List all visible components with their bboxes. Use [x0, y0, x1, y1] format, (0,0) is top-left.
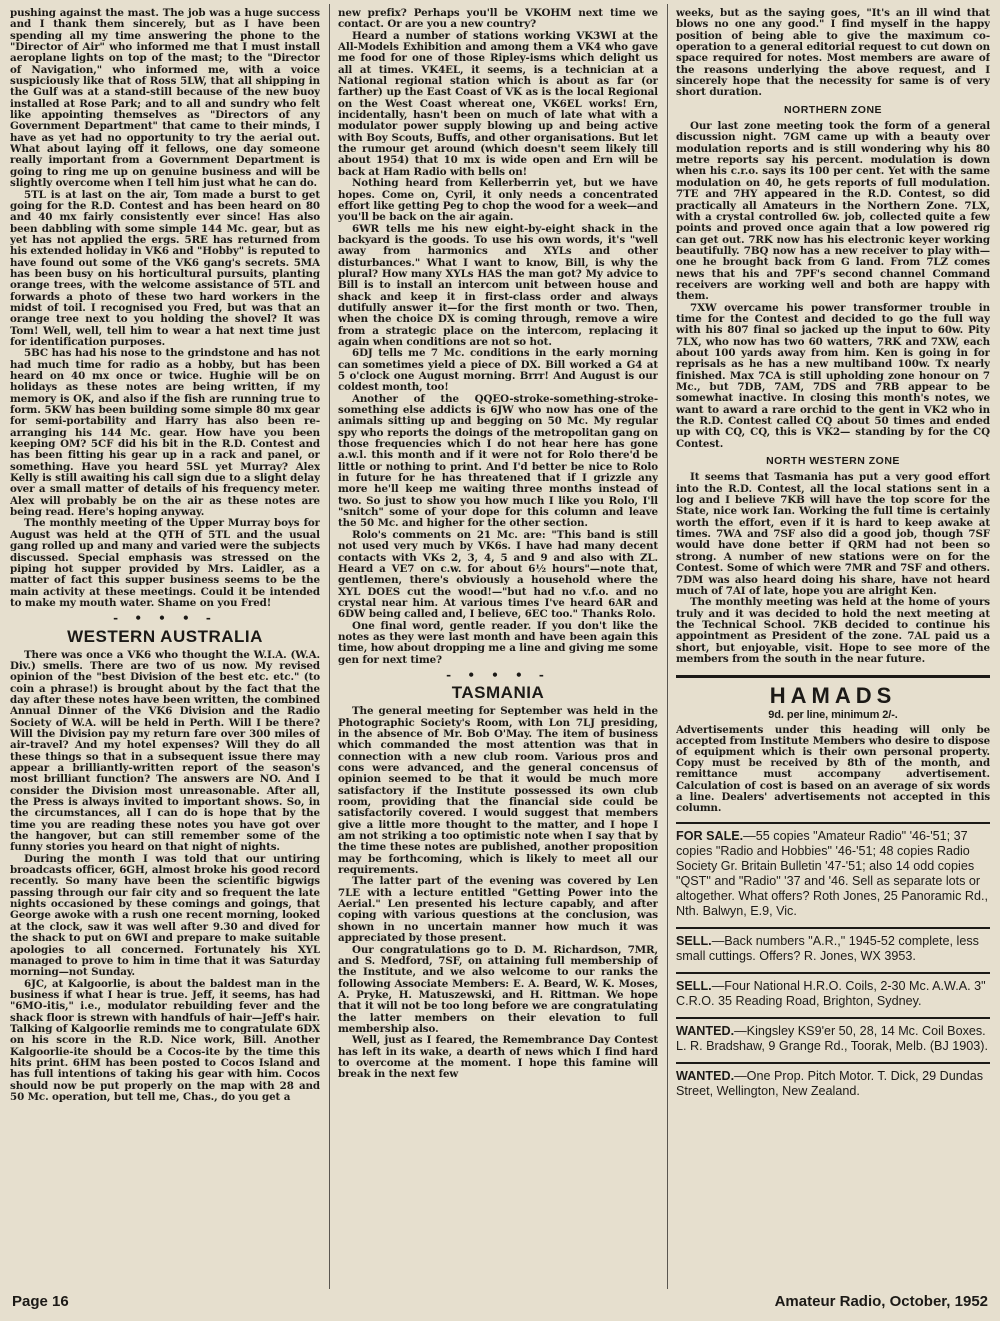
section-heading-tasmania: TASMANIA	[451, 683, 545, 703]
paragraph: 5TL is at last on the air, Tom made a burst to get going for the R.D. Contest and has been heard on 80 and 40 mx fairly consistently ever since! Has also been dabbling with some simple 144 Mc. gear, but as yet has not applied the ergs. 5RE has returned from his extended holiday in VK6 and "Hobby" is reputed to have found out some of the VK6 gang's secrets. 5MA has been busy on his horticultural pursuits, planting orange trees, with the welcome assistance of 5TL and forwards a photo of these two hard workers in the midst of toil. I recognised you Fred, but was that an orange tree next to you holding the shovel? It was Tom! Well, well, tell him to wear a hat next time just for identification purposes.	[10, 188, 320, 348]
ad-text: —Kingsley KS9'er 50, 28, 14 Mc. Coil Boxes. L. R. Bradshaw, 9 Grange Rd., Toorak, Melb. (BJ 1903).	[676, 1024, 988, 1054]
ad-lead: WANTED.	[676, 1069, 735, 1084]
ad-lead: SELL.	[676, 979, 712, 994]
subheading-north-western-zone: NORTH WESTERN ZONE	[766, 455, 900, 468]
paragraph: Our congratulations go to D. M. Richardson, 7MR, and S. Medford, 7SF, on attaining full membership of the Institute, and we also welcome to our ranks the following Associate Members: E. A. Beard, W. K. Moses, A. Pryke, H. Matuszewski, and H. Rittman. We hope that it will not be too long before we are congratulating the latter members on their elevation to full membership also.	[338, 943, 658, 1035]
column-left	[10, 8, 320, 1288]
ad-text: —55 copies "Amateur Radio" '46-'51; 37 copies "Radio and Hobbies" '46-'51; 48 copies Radio Society Gr. Britain Bulletin '47-'51; also 14 odd copies "QST" and "Radio" '37 and '46. Sell as separate lots or altogether. What offers? Roth Jones, 25 Panoramic Rd., Nth. Balwyn, E.9, Vic.	[676, 829, 988, 919]
hamads-title: HAMADS	[769, 683, 897, 709]
north-western-zone-notes	[676, 472, 990, 665]
ad-text: —Four National H.R.O. Coils, 2-30 Mc. A.W.A. 3" C.R.O. 35 Reading Road, Brighton, Sydney.	[676, 979, 986, 1009]
tasmania-notes-cont	[676, 8, 990, 99]
paragraph: Another of the QQEO-stroke-something-stroke-something else addicts is 6JW who now has one of the animals sitting up and begging on 50 Mc. My regular spy who reports the doings of the metropolitan gang on those frequencies which I do not hear here has gone a.w.l. this month and if it were not for Rolo there'd be little or nothing to print. And I'd better be nice to Rolo in future for he has threatened that if I grizzle any more he'll keep me waiting three months instead of two. So just to show you how much I like you Rolo, I'll "snitch" some of your dope for this column and leave the 50 Mc. and higher for the other section.	[338, 392, 658, 530]
column-right	[676, 8, 990, 1288]
paragraph: The monthly meeting of the Upper Murray boys for August was held at the QTH of 5TL and the usual gang rolled up and many and varied were the subjects discussed. Special emphasis was stressed on the piping hot supper provided by Mrs. Laidler, as a matter of fact this supper business seems to be the main activity at these meetings. Could it be intended to make my mouth water. Shame on you Fred!	[10, 517, 320, 609]
western-australia-notes-cont	[338, 8, 658, 666]
paragraph: Well, just as I feared, the Remembrance Day Contest has left in its wake, a dearth of news which I find hard to overcome at the moment. I hope this famine will break in the next few	[338, 1034, 658, 1081]
upper-murray-notes	[10, 8, 320, 609]
ad-lead: FOR SALE.	[676, 829, 744, 844]
page-number: Page 16	[12, 1293, 69, 1310]
paragraph: There was once a VK6 who thought the W.I.A. (W.A. Div.) smells. There are two of us now. My revised opinion of the "best Division of the best etc. etc." (to coin a phrase!) is brought about by the fact that the day after these notes have been written, the combined Annual Dinner of the VK6 Division and the Radio Society of W.A. will be held in Perth. Will I be there? Will the Division pay my return fare over 300 miles of air-travel? And my hotel expenses? Will they do all these things so that in a subsequent issue there may appear a brilliantly-written report of the season's most brilliant function? The answers are NO. And I consider the Division most unreasonable. After all, the Press is always invited to important shows. So, in the circumstances, all I can do is hope that by the time you are reading these notes you have got over the hangover, but can still remember some of the funny stories you heard on that night of nights.	[10, 648, 320, 854]
paragraph: 6DJ tells me 7 Mc. conditions in the early morning can sometimes yield a piece of DX. Bill worked a G4 at 5 o'clock one August morning. Brrr! And August is our coldest month, too!	[338, 347, 658, 394]
classified-ad	[676, 1017, 990, 1054]
paragraph: The monthly meeting was held at the home of yours truly and it was decided to hold the next meeting at the Technical School. 7KB decided to continue his appointment as President of the zone. 7AL paid us a short, but enjoyable, visit. Hope to see more of the members from the south in the near future.	[676, 596, 990, 665]
hamads-section	[676, 675, 990, 1099]
section-separator: - • • • -	[113, 611, 217, 626]
paragraph: 6JC, at Kalgoorlie, is about the baldest man in the business if what I hear is true. Jeff, it seems, has had "6MO-itis," i.e., modulator rebuilding fever and the shack floor is strewn with handfuls of hair—Jeff's hair. Talking of Kalgoorlie reminds me to congratulate 6DX on his score in the R.D. Nice work, Bill. Another Kalgoorlie-ite should be a Cocos-ite by the time this hits print. 6HM has been posted to Cocos Island and has full intentions of taking his gear with him. Cocos should now be put properly on the map with 28 and 50 Mc. operation, but tell me, Chas., do you get a	[10, 977, 320, 1103]
paragraph: Nothing heard from Kellerberrin yet, but we have hopes. Come on, Cyril, it only needs a concentrated effort like getting Peg to chop the wood for a week—and you'll be back on the air again.	[338, 177, 658, 224]
paragraph: The latter part of the evening was covered by Len 7LE with a lecture entitled "Getting Power into the Aerial." Len presented his lecture capably, and after coping with various questions at the conclusion, was shown in no uncertain manner how much it was appreciated by those present.	[338, 875, 658, 945]
paragraph: new prefix? Perhaps you'll be VKOHM next time we contact. Or are you a new country?	[338, 8, 658, 31]
tasmania-notes	[338, 706, 658, 1080]
hamads-rate: 9d. per line, minimum 2/-.	[768, 709, 898, 722]
column-rule	[329, 4, 330, 1289]
paragraph: Heard a number of stations working VK3WI at the All-Models Exhibition and among them a VK4 who gave me food for one of those Ripley-isms which delight us all at times. VK4EL, it seems, is a technician at a National regional station which is about as far (or farther) up the East Coast of VK as is the local Regional on the West Coast whereat one, VK6EL works! Ern, incidentally, hasn't been on much of late what with a modulator power supply blowing up and being active with Boy Scouts, Buffs, and other organisations. But let the rumour get around (which doesn't seem likely till about 1954) that 10 mx is wide open and Ern will be back at Ham Radio with bells on!	[338, 29, 658, 178]
paragraph: One final word, gentle reader. If you don't like the notes as they were last month and have been again this time, how about dropping me a line and giving me some gen for next time?	[338, 619, 658, 666]
paragraph: 5BC has had his nose to the grindstone and has not had much time for radio as a hobby, but has been heard on 40 mx once or twice. Hughie will be on holidays as these notes are being written, if my memory is OK, and also if the fish are running true to form. 5KW has been building some simple 80 mx gear for semi-portability and Harry has also been re-arranging his 144 Mc. gear. How have you been keeping OM? 5CF did his bit in the R.D. Contest and has been fitting his gear up in a rack and panel, or something. Have you heard 5SL yet Murray? Alex Kelly is still awaiting his call sign due to a slight delay over a small matter of details of his frequency meter. Alex will probably be on the air as these notes are being read. Here's hoping anyway.	[10, 347, 320, 519]
paragraph: It seems that Tasmania has put a very good effort into the R.D. Contest, all the local stations sent in a log and I believe 7KB will have the top score for the State, nice work Ian. Working the full time is certainly worth the effort, even if it is hard to keep awake at times. 7WA and 7SF also did a good job, though 7SF would have done better if QRM had not been so strong. A number of new stations were on for the Contest. Some of which were 7MR and 7SF and others. 7DM was also heard doing his share, have not heard much of 7AI of late, hope you are alright Ken.	[676, 471, 990, 597]
column-middle	[338, 8, 658, 1288]
classified-ad	[676, 972, 990, 1009]
paragraph: weeks, but as the saying goes, "It's an ill wind that blows no one any good." I find myself in the happy position of being able to give the maximum co-operation to a general editorial request to cut down on space required for notes. Most members are aware of the reasons underlying the above request, and I sincerely hope that the necessity for same is of very short duration.	[676, 8, 990, 99]
western-australia-notes	[10, 650, 320, 1104]
paragraph: 6WR tells me his new eight-by-eight shack in the backyard is the goods. To use his own words, it's "well away from harmonics and XYLs and other disturbances." What I want to know, Bill, is why the plural? How many XYLs HAS the man got? My advice to Bill is to install an intercom unit between house and shack and keep it in first-class order and always dutifully answer it—for the first month or two. Then, when the choice DX is coming through, remove a wire from a strategic place on the intercom, replacing it again when conditions are not so hot.	[338, 222, 658, 348]
column-rule	[667, 4, 668, 1289]
paragraph: The general meeting for September was held in the Photographic Society's Room, with Lon 7LJ presiding, in the absence of Mr. Bob O'May. The item of business which commanded the most attention was that in connection with a new club room. Various pros and cons were advanced, and the general concensus of opinion seemed to be that it would be much more satisfactory if the Institute possessed its own club room, providing that the financial side could be satisfactorily covered. I would suggest that members give a little more thought to the matter, and I hope I am not striking a too optimistic note when I say that by the time these notes are published, another proposition may be forthcoming, which is likely to meet all our requirements.	[338, 705, 658, 877]
paragraph: pushing against the mast. The job was a huge success and I thank them sincerely, but as I have been spending all my time answering the phone to the "Director of Air" who informed me that I must install aeroplane lights on top of the mast; to the "Director of Navigation," who informed me, with a voice suspiciously like that of Ross 5LW, that all shipping in the Gulf was at a stand-still because of the new buoy installed at Rose Park; and to all and sundry who felt like appointing themselves as "Directors of any Government Department" that came to their minds, I have as yet had no opportunity to try the aerial out. What about laying off it fellows, one day someone really important from a Government Department is going to ring me up on genuine business and will be slightly overcome when I tell him just what he can do.	[10, 8, 320, 190]
issue-line: Amateur Radio, October, 1952	[774, 1293, 988, 1310]
classified-ad	[676, 822, 990, 919]
northern-zone-notes	[676, 121, 990, 450]
paragraph: Our last zone meeting took the form of a general discussion night. 7GM came up with a beauty over modulation reports and is still wondering why his 80 metre reports say his percent. modulation is down when his c.r.o. says its 100 per cent. Yet with the same modulation on 40, he gets reports of full modulation. 7TE and 7HY appeared in the R.D. Contest, so did practically all Amateurs in the Northern Zone. 7LX, with a crystal controlled 6w. job, collected quite a few points and proved once again that a low powered rig can get out. 7RK now has his electronic keyer working beautifully. 7BQ now has a new receiver to play with—one he brought back from G land. From 7LZ comes news that his and 7PF's second channel Command receivers are working well and both are happy with them.	[676, 120, 990, 303]
section-separator: - • • • -	[446, 667, 550, 682]
paragraph: During the month I was told that our untiring broadcasts officer, 6GH, almost broke his good record recently. So many have been the scientific bigwigs passing through our fair city and so frequent the late nights occasioned by these comings and goings, that George awoke with a rush one recent morning, looked at the clock, saw it was well after 9.30 and dived for the shack to put on 6WI and prepare to make suitable apologies to all concerned. Fortunately his XYL managed to prove to him in time that it was Saturday morning—not Sunday.	[10, 852, 320, 979]
classified-ad	[676, 927, 990, 964]
paragraph: Rolo's comments on 21 Mc. are: "This band is still not used very much by VK6s. I have had many decent contacts with VKs 2, 3, 4, 5 and 9 and also with ZL. Heard a VE7 on c.w. for about 6½ hours"—note that, gentlemen, there's obviously a household where the XYL DOES cut the wood!—"but had no v.f.o. and no crystal near him. At various times I've heard 6AR and 6DW being called and, I believe, 6EC too." Thanks Rolo.	[338, 528, 658, 621]
section-heading-western-australia: WESTERN AUSTRALIA	[67, 626, 263, 646]
hamads-intro: Advertisements under this heading will only be accepted from Institute Members who desire to dispose of equipment which is their own personal property. Copy must be received by 8th of the month, and remittance must accompany advertisement. Calculation of cost is based on an average of six words a line. Dealers' advertisements not accepted in this column.	[676, 723, 990, 815]
subheading-northern-zone: NORTHERN ZONE	[783, 103, 883, 116]
classified-ad	[676, 1062, 990, 1099]
ad-text: —One Prop. Pitch Motor. T. Dick, 29 Dundas Street, Wellington, New Zealand.	[676, 1069, 984, 1099]
paragraph: 7XW overcame his power transformer trouble in time for the Contest and decided to go the full way with his 807 final so jacked up the input to 60w. Pity 7LX, who now has two 60 watters, 7RK and 7XW, each about 100 yards away from him. Ken is going in for reprisals as he has a new multiband 100w. Tx nearly finished. Max 7CA is still upholding zone honour on 7 Mc., but 7DB, 7AM, 7DS and 7RB appear to be somewhat inactive. In closing this month's notes, we want to award a rare orchid to the gent in VK2 who in the R.D. Contest called CQ about 50 times and ended up with CQ, CQ, this is VK2— standing by for the CQ Contest.	[676, 301, 990, 450]
ad-text: —Back numbers "A.R.," 1945-52 complete, less small cuttings. Offers? R. Jones, WX 3953.	[676, 934, 979, 964]
ad-lead: WANTED.	[676, 1024, 735, 1039]
ad-lead: SELL.	[676, 934, 712, 949]
